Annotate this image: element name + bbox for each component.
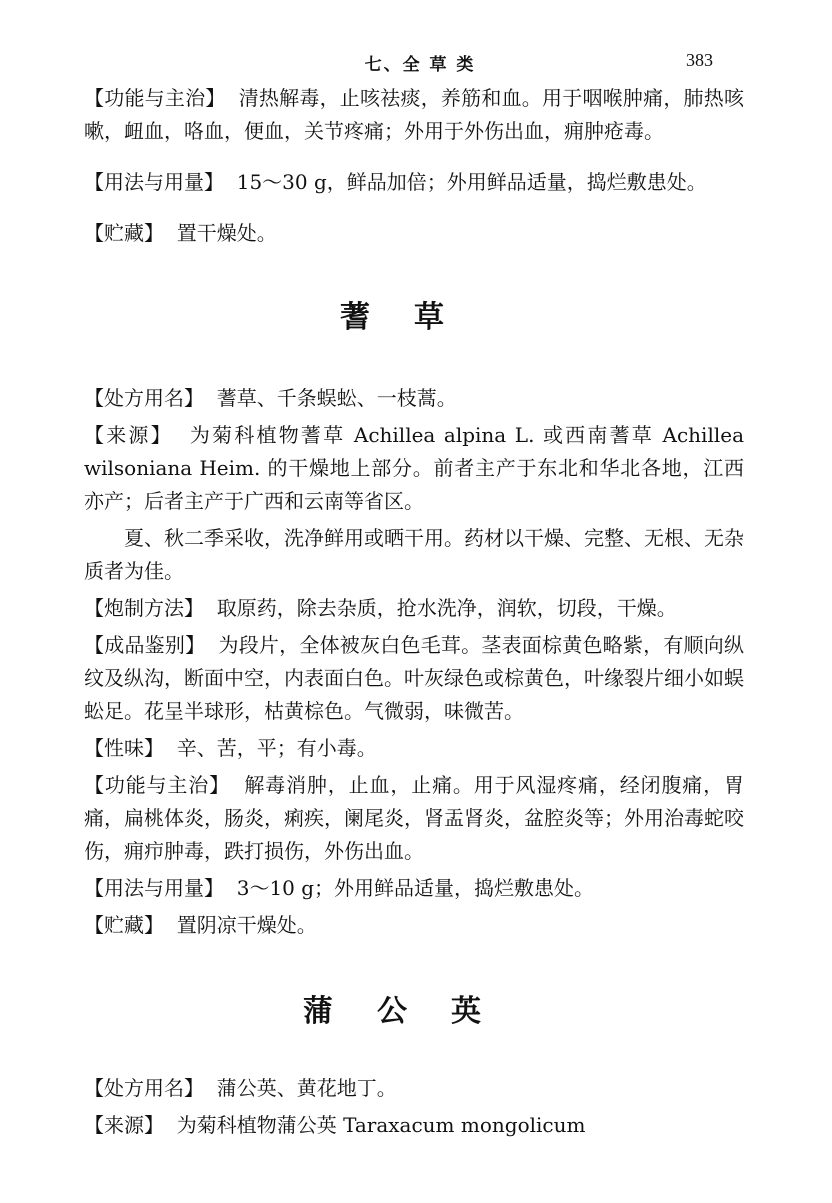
yarrow-taste-text: 辛、苦，平；有小毒。 <box>176 736 377 760</box>
yarrow-usage-text: 3～10 g；外用鲜品适量，捣烂敷患处。 <box>236 876 595 900</box>
yarrow-processing-text: 取原药，除去杂质，抢水洗净，润软，切段，干燥。 <box>216 596 677 620</box>
yarrow-function-paragraph <box>84 769 744 868</box>
prev-storage-paragraph <box>84 217 744 250</box>
yarrow-source-text: 为菊科植物蓍草 Achillea alpina L. 或西南蓍草 Achillea wilsoniana Heim. 的干燥地上部分。前者主产于东北和华北各地，江西亦产；后者主产于广西和云南等省区。 <box>84 423 745 513</box>
dandelion-names-paragraph <box>84 1072 744 1105</box>
page-content <box>84 82 744 1146</box>
prev-usage-text: 15～30 g，鲜品加倍；外用鲜品适量，捣烂敷患处。 <box>236 170 707 194</box>
yarrow-identify-paragraph <box>84 629 744 728</box>
running-head <box>0 50 832 76</box>
yarrow-function-text: 解毒消肿，止血，止痛。用于风湿疼痛，经闭腹痛，胃痛，扁桃体炎，肠炎，痢疾，阑尾炎，肾盂肾炎，盆腔炎等；外用治毒蛇咬伤，痈疖肿毒，跌打损伤，外伤出血。 <box>84 773 744 863</box>
entry-yarrow <box>84 382 744 942</box>
yarrow-names-text: 蓍草、千条蜈蚣、一枝蒿。 <box>216 386 457 410</box>
yarrow-usage-paragraph <box>84 872 744 905</box>
dandelion-source-label: 【来源】 <box>84 1113 164 1137</box>
yarrow-taste-paragraph <box>84 732 744 765</box>
prev-function-label: 【功能与主治】 <box>84 86 226 110</box>
yarrow-identify-text: 为段片，全体被灰白色毛茸。茎表面棕黄色略紫，有顺向纵纹及纵沟，断面中空，内表面白色。叶灰绿色或棕黄色，叶缘裂片细小如蜈蚣足。花呈半球形，枯黄棕色。气微弱，味微苦。 <box>84 633 745 723</box>
yarrow-processing-paragraph <box>84 592 744 625</box>
prev-function-text: 清热解毒，止咳祛痰，养筋和血。用于咽喉肿痛，肺热咳嗽，衄血，咯血，便血，关节疼痛；外用于外伤出血，痈肿疮毒。 <box>84 86 744 143</box>
prev-function-paragraph <box>84 82 744 148</box>
dandelion-names-text: 蒲公英、黄花地丁。 <box>216 1076 397 1100</box>
yarrow-storage-paragraph <box>84 909 744 942</box>
dandelion-source-text: 为菊科植物蒲公英 Taraxacum mongolicum <box>176 1113 586 1137</box>
yarrow-source-label: 【来源】 <box>84 423 173 447</box>
yarrow-usage-label: 【用法与用量】 <box>84 876 224 900</box>
dandelion-names-label: 【处方用名】 <box>84 1076 204 1100</box>
yarrow-processing-label: 【炮制方法】 <box>84 596 204 620</box>
yarrow-names-paragraph <box>84 382 744 415</box>
yarrow-storage-label: 【贮藏】 <box>84 913 164 937</box>
page-number: 383 <box>686 50 713 70</box>
yarrow-names-label: 【处方用名】 <box>84 386 204 410</box>
entry-dandelion <box>84 1072 744 1142</box>
yarrow-function-label: 【功能与主治】 <box>84 773 230 797</box>
running-title: 七、全 草 类 <box>364 55 476 75</box>
prev-usage-label: 【用法与用量】 <box>84 170 224 194</box>
prev-storage-label: 【贮藏】 <box>84 221 164 245</box>
yarrow-taste-label: 【性味】 <box>84 736 164 760</box>
entry-title-yarrow: 蓍草 <box>340 300 488 335</box>
dandelion-source-paragraph <box>84 1109 744 1142</box>
entry-title-dandelion: 蒲公英 <box>303 994 525 1029</box>
prev-usage-paragraph <box>84 166 744 199</box>
yarrow-harvest-paragraph: 夏、秋二季采收，洗净鲜用或晒干用。药材以干燥、完整、无根、无杂质者为佳。 <box>84 526 744 583</box>
prev-storage-text: 置干燥处。 <box>176 221 277 245</box>
previous-entry <box>84 82 744 250</box>
yarrow-storage-text: 置阴凉干燥处。 <box>176 913 317 937</box>
yarrow-source-paragraph <box>84 419 744 518</box>
yarrow-identify-label: 【成品鉴别】 <box>84 633 206 657</box>
